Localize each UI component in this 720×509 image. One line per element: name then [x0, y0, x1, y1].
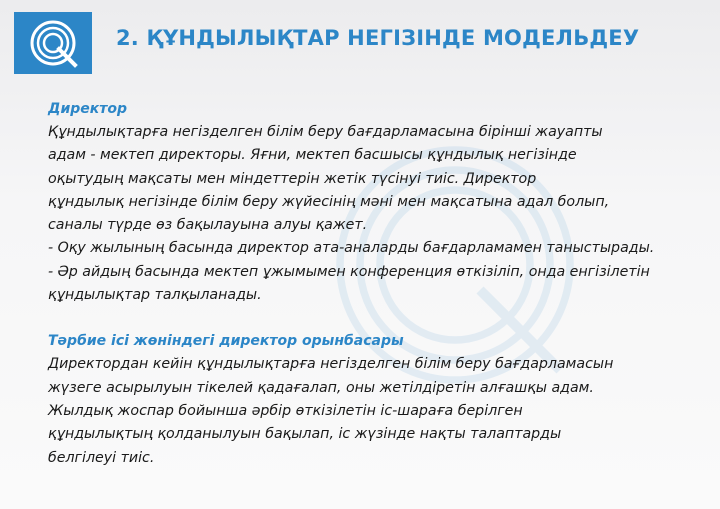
section-heading: Тәрбие ісі жөніндегі директор орынбасары — [48, 333, 404, 350]
text-line: жүзеге асырылуын тікелей қадағалап, оны жетілдіретін алғашқы адам. — [48, 379, 594, 396]
text-line: адам - мектеп директоры. Яғни, мектеп басшысы құндылық негізінде — [48, 147, 577, 164]
text-line: құндылықтар талқыланады. — [48, 287, 262, 304]
text-line: - Әр айдың басында мектеп ұжымымен конференция өткізіліп, онда енгізілетін — [48, 263, 650, 280]
text-line: Құндылықтарға негізделген білім беру бағдарламасына бірінші жауапты — [48, 124, 603, 140]
text-line: оқытудың мақсаты мен міндеттерін жетік түсінуі тиіс. Директор — [48, 170, 537, 187]
slide-content — [48, 98, 698, 470]
text-line: Жылдық жоспар бойынша әрбір өткізілетін іс-шараға берілген — [48, 402, 523, 419]
text-line: белгілеуі тиіс. — [48, 449, 155, 466]
q-logo-icon — [14, 12, 92, 74]
text-line: саналы түрде өз бақылауына алуы қажет. — [48, 217, 368, 234]
text-line: - Оқу жылының басында директор ата-аналарды бағдарламамен таныстырады. — [48, 240, 655, 257]
section-spacer — [48, 307, 698, 330]
section-heading: Директор — [48, 101, 128, 117]
slide-title: 2. ҚҰНДЫЛЫҚТАР НЕГІЗІНДЕ МОДЕЛЬДЕУ — [116, 26, 640, 50]
text-line: құндылық негізінде білім беру жүйесінің мәні мен мақсатына адал болып, — [48, 193, 610, 210]
section-director — [48, 98, 698, 307]
text-line: құндылықтың қолданылуын бақылап, іс жүзінде нақты талаптарды — [48, 426, 562, 443]
section-deputy-director — [48, 330, 698, 469]
text-line: Директордан кейін құндылықтарға негізделген білім беру бағдарламасын — [48, 356, 614, 373]
